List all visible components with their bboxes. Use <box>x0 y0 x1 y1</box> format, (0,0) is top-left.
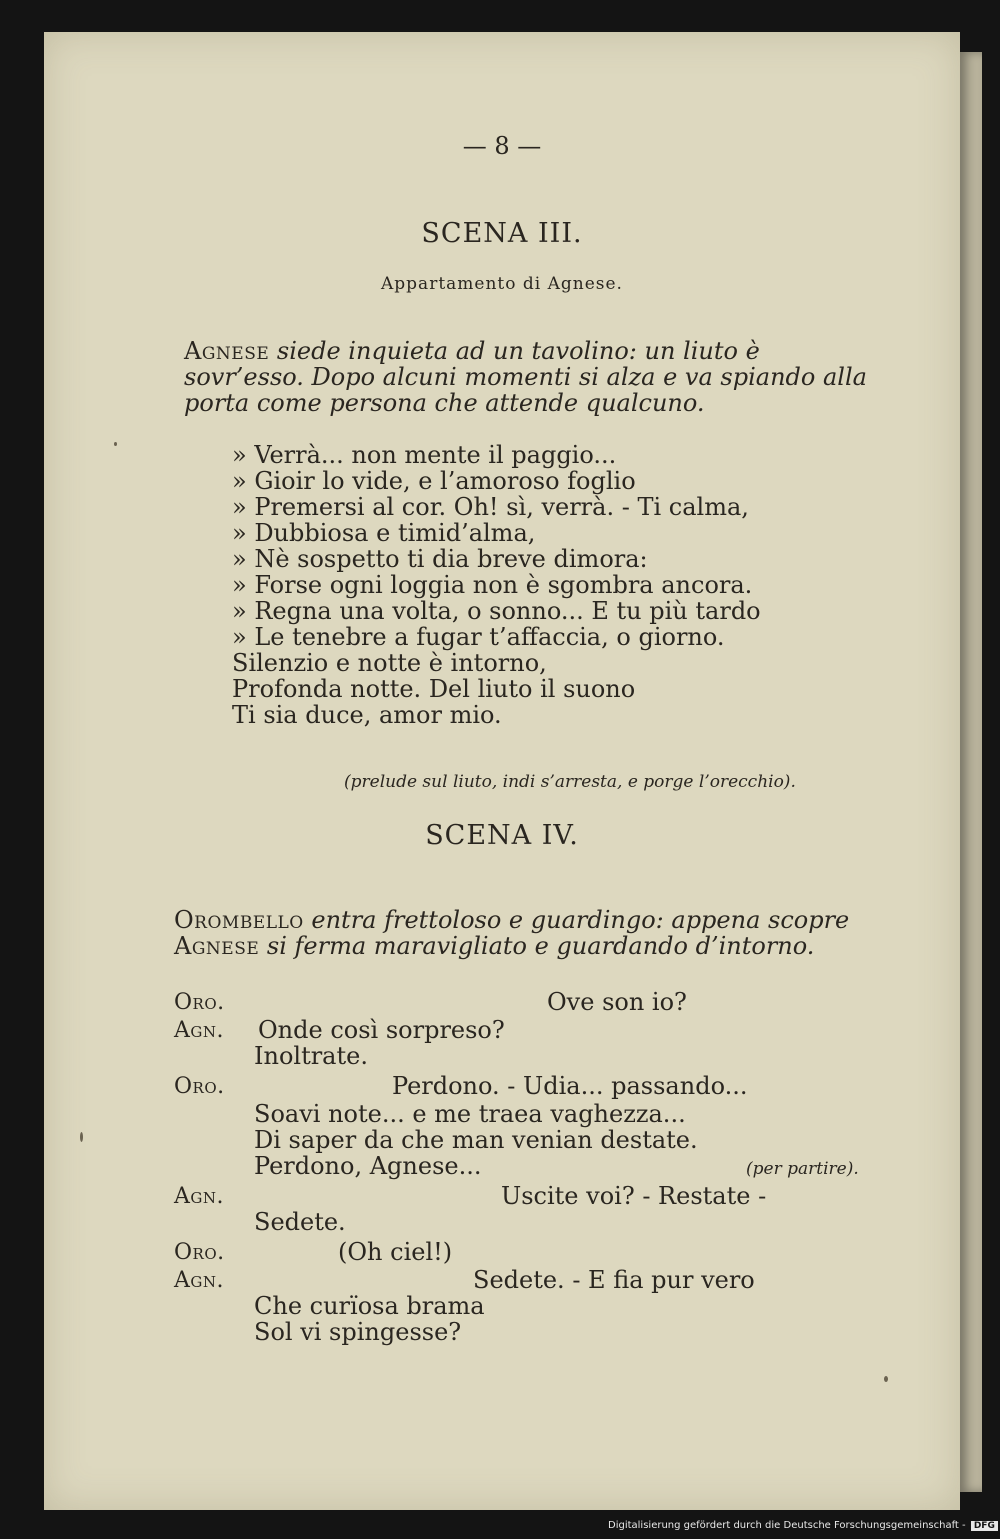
scene-3-place: Appartamento di Agnese. <box>381 274 623 294</box>
dfg-logo: DFG <box>971 1521 998 1531</box>
dialogue-line: Che curïosa brama <box>254 1292 485 1320</box>
verse-line: » Regna una volta, o sonno... E tu più tardo <box>232 597 761 625</box>
speaker-label: Agn. <box>174 1018 224 1043</box>
verse-line: » Gioir lo vide, e l’amoroso foglio <box>232 467 636 495</box>
scene-4-title: SCENA IV. <box>425 820 579 851</box>
page-number: — 8 — <box>462 132 542 160</box>
speaker-label: Oro. <box>174 1240 225 1265</box>
paper-speck <box>114 442 117 446</box>
verse-line: Ti sia duce, amor mio. <box>232 701 502 729</box>
speaker-label: Agn. <box>174 1268 224 1293</box>
dialogue-line: Onde così sorpreso? <box>258 1016 505 1044</box>
stage-direction-text: entra frettoloso e guardingo: appena scopre <box>311 906 850 934</box>
stage-direction-text: si ferma maravigliato e guardando d’intorno. <box>266 932 815 960</box>
verse-line: » Verrà... non mente il paggio... <box>232 441 617 469</box>
verse-line: » Forse ogni loggia non è sgombra ancora. <box>232 571 753 599</box>
verse-line: Silenzio e notte è intorno, <box>232 649 547 677</box>
scene-3-stage-direction <box>184 338 874 416</box>
scene-3-title: SCENA III. <box>421 218 583 249</box>
dialogue-line: Uscite voi? - Restate - <box>501 1182 767 1210</box>
dialogue-line: Sol vi spingesse? <box>254 1318 462 1346</box>
verse-line: » Premersi al cor. Oh! sì, verrà. - Ti calma, <box>232 493 749 521</box>
dialogue-line: Sedete. - E fia pur vero <box>473 1266 755 1294</box>
dialogue-line: Perdono. - Udia... passando... <box>392 1072 748 1100</box>
verse-line: Profonda notte. Del liuto il suono <box>232 675 636 703</box>
verse-line: » Nè sospetto ti dia breve dimora: <box>232 545 648 573</box>
character-name: Agnese <box>184 337 270 365</box>
verse-line: » Le tenebre a fugar t’affaccia, o giorno. <box>232 623 725 651</box>
digitization-footer <box>608 1520 998 1536</box>
character-name: Orombello <box>174 906 304 934</box>
paper-speck <box>80 1132 83 1142</box>
dialogue-line: Soavi note... e me traea vaghezza... <box>254 1100 686 1128</box>
speaker-label: Oro. <box>174 990 225 1015</box>
scene-3-aside: (prelude sul liuto, indi s’arresta, e porge l’orecchio). <box>344 772 796 792</box>
book-page <box>44 32 960 1510</box>
dialogue-line: (Oh ciel!) <box>338 1238 453 1266</box>
dialogue-line: Di saper da che man venian destate. <box>254 1126 698 1154</box>
paper-speck <box>884 1376 888 1382</box>
verse-line: » Dubbiosa e timid’alma, <box>232 519 536 547</box>
dialogue-line: Ove son io? <box>547 988 687 1016</box>
character-name: Agnese <box>174 932 260 960</box>
dialogue-line: Sedete. <box>254 1208 346 1236</box>
footer-text: Digitalisierung gefördert durch die Deutsche Forschungsgemeinschaft - <box>608 1520 966 1531</box>
speaker-label: Oro. <box>174 1074 225 1099</box>
dialogue-aside: (per partire). <box>746 1159 859 1179</box>
page-edge <box>960 52 982 1492</box>
scene-4-stage-direction <box>174 907 874 959</box>
dialogue-line: Inoltrate. <box>254 1042 368 1070</box>
dialogue-line: Perdono, Agnese... <box>254 1152 482 1180</box>
stage-direction-text: siede inquieta ad un tavolino: un liuto è sovr’esso. Dopo alcuni momenti si alza e va spiando alla porta come persona che attende qualcuno. <box>184 337 867 417</box>
speaker-label: Agn. <box>174 1184 224 1209</box>
